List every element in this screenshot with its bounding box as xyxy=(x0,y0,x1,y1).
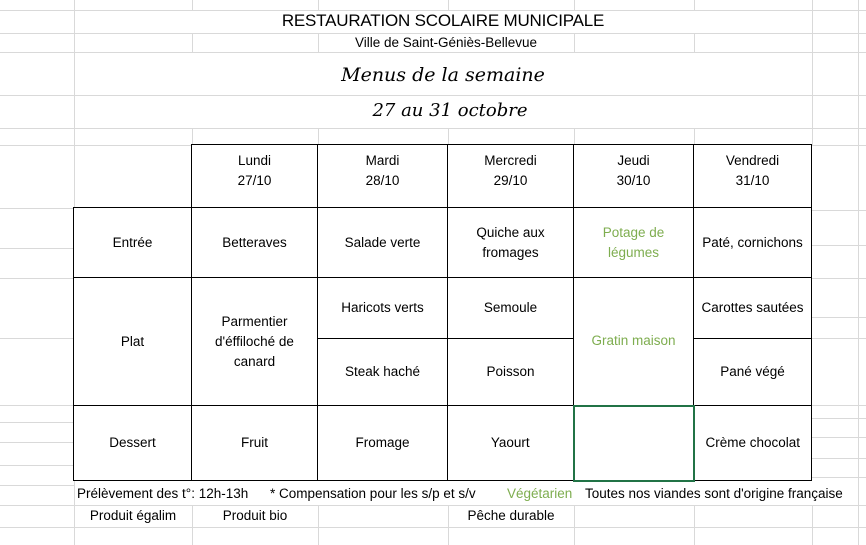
note-peche-durable[interactable]: Pêche durable xyxy=(467,508,555,523)
cell-plat-lundi[interactable]: Parmentier d'éffiloché de canard xyxy=(192,278,318,406)
cell-entree-vendredi[interactable]: Paté, cornichons xyxy=(694,208,812,278)
gridline xyxy=(192,128,193,145)
cell-entree-lundi[interactable]: Betteraves xyxy=(192,208,318,278)
cell-plat-vendredi-1[interactable]: Carottes sautées xyxy=(694,278,812,339)
cell-plat-jeudi[interactable]: Gratin maison xyxy=(574,278,694,406)
entree-row xyxy=(74,208,812,278)
plat-row-1 xyxy=(74,278,812,339)
cell-plat-mardi-1[interactable]: Haricots verts xyxy=(318,278,448,339)
note-egalim[interactable]: Produit égalim xyxy=(89,508,177,523)
gridline xyxy=(694,128,695,145)
note-vegetarian[interactable]: Végétarien xyxy=(507,486,573,501)
day-name: Jeudi xyxy=(617,153,650,168)
gridline xyxy=(0,208,74,209)
cell-entree-mardi[interactable]: Salade verte xyxy=(318,208,448,278)
cell-dessert-mardi[interactable]: Fromage xyxy=(318,406,448,481)
row-label-entree[interactable]: Entrée xyxy=(74,208,192,278)
gridline xyxy=(0,465,74,466)
cell-dessert-mercredi[interactable]: Yaourt xyxy=(448,406,574,481)
script-title-cell[interactable]: Menus de la semaine xyxy=(341,64,545,86)
subtitle-cell[interactable]: Ville de Saint-Géniès-Bellevue xyxy=(354,35,538,50)
cell-entree-jeudi[interactable]: Potage de légumes xyxy=(574,208,694,278)
day-date: 31/10 xyxy=(735,173,770,188)
gridline xyxy=(0,485,74,486)
menu-table xyxy=(73,144,812,482)
day-header-lundi[interactable] xyxy=(192,145,318,208)
selected-cell-dessert-jeudi[interactable] xyxy=(574,406,694,481)
gridline xyxy=(318,505,319,545)
day-header-mardi[interactable] xyxy=(318,145,448,208)
gridline xyxy=(0,527,866,528)
cell-entree-mercredi[interactable]: Quiche aux fromages xyxy=(448,208,574,278)
day-header-mercredi[interactable] xyxy=(448,145,574,208)
row-label-plat[interactable]: Plat xyxy=(74,278,192,406)
cell-plat-vendredi-2[interactable]: Pané végé xyxy=(694,339,812,406)
gridline xyxy=(812,505,813,545)
note-bio[interactable]: Produit bio xyxy=(222,508,288,523)
gridline xyxy=(0,442,74,443)
gridline xyxy=(574,128,575,145)
cell-plat-mercredi-1[interactable]: Semoule xyxy=(448,278,574,339)
gridline xyxy=(318,128,319,145)
date-range-cell[interactable]: 27 au 31 octobre xyxy=(372,100,528,121)
gridline xyxy=(0,338,74,339)
gridline xyxy=(0,128,866,129)
gridline xyxy=(574,505,575,545)
gridline xyxy=(0,248,74,249)
day-name: Mardi xyxy=(365,153,400,168)
day-name: Lundi xyxy=(237,153,272,168)
note-compensation[interactable]: * Compensation pour les s/p et s/v xyxy=(270,486,476,501)
cell-plat-mardi-2[interactable]: Steak haché xyxy=(318,339,448,406)
day-date: 29/10 xyxy=(493,173,528,188)
dessert-row xyxy=(74,406,812,481)
gridline xyxy=(694,505,695,545)
gridline xyxy=(0,422,74,423)
gridline xyxy=(0,95,866,96)
note-meat-origin[interactable]: Toutes nos viandes sont d'origine française xyxy=(585,486,843,501)
title-cell[interactable]: RESTAURATION SCOLAIRE MUNICIPALE xyxy=(281,11,605,30)
gridline xyxy=(448,128,449,145)
gridline xyxy=(0,52,866,53)
cell-dessert-lundi[interactable]: Fruit xyxy=(192,406,318,481)
gridline xyxy=(0,405,74,406)
day-date: 28/10 xyxy=(365,173,400,188)
day-date: 27/10 xyxy=(237,173,272,188)
day-name: Mercredi xyxy=(484,153,537,168)
gridline xyxy=(0,278,74,279)
note-temperature[interactable]: Prélèvement des t°: 12h-13h xyxy=(77,486,249,501)
day-header-row xyxy=(74,145,812,208)
cell-plat-mercredi-2[interactable]: Poisson xyxy=(448,339,574,406)
day-date: 30/10 xyxy=(616,173,651,188)
corner-empty-cell[interactable] xyxy=(74,145,192,208)
day-header-jeudi[interactable] xyxy=(574,145,694,208)
day-name: Vendredi xyxy=(725,153,780,168)
cell-dessert-vendredi[interactable]: Crème chocolat xyxy=(694,406,812,481)
day-header-vendredi[interactable] xyxy=(694,145,812,208)
row-label-dessert[interactable]: Dessert xyxy=(74,406,192,481)
